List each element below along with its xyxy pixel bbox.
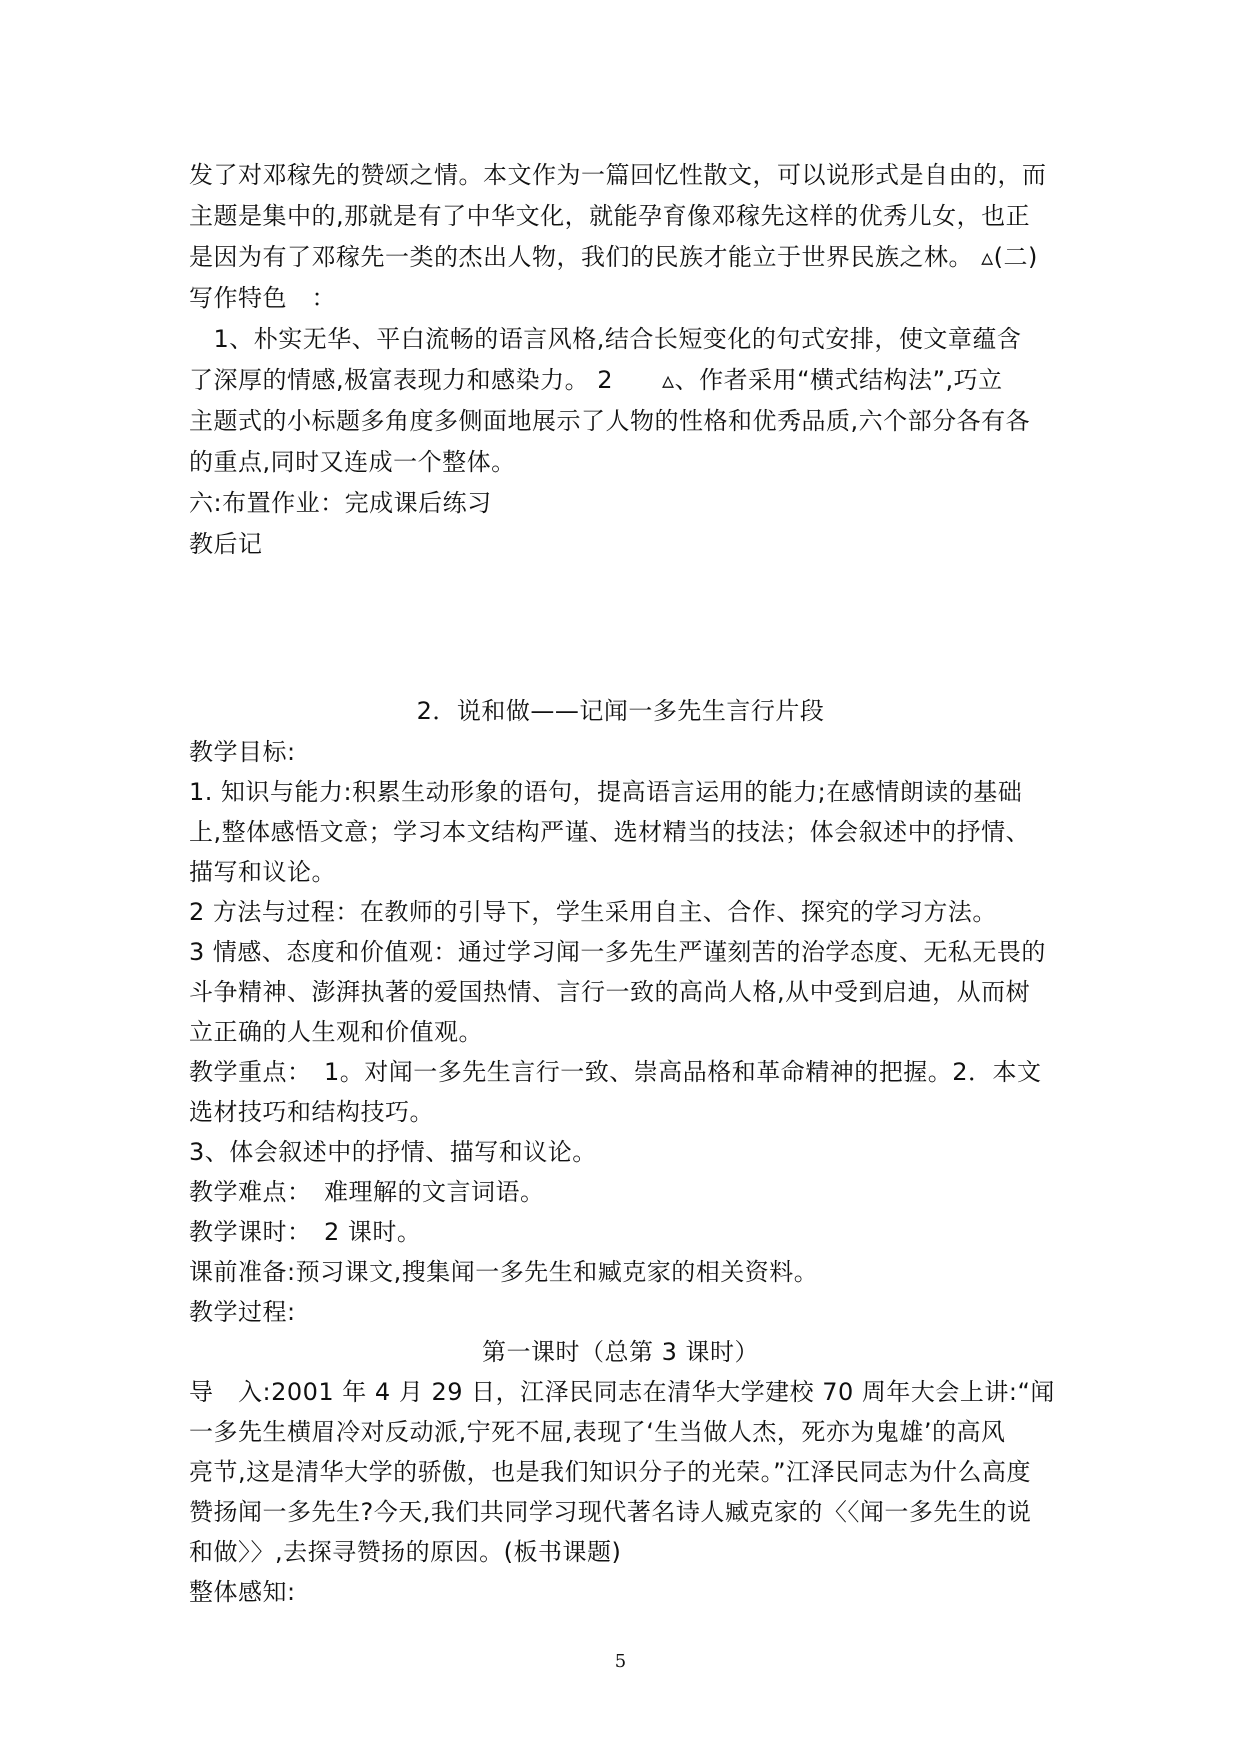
- text-line: 斗争精神、澎湃执著的爱国热情、言行一致的高尚人格,从中受到启迪，从而树: [189, 978, 1031, 1006]
- text-line: 亮节,这是清华大学的骄傲，也是我们知识分子的光荣。”江泽民同志为什么高度: [189, 1458, 1032, 1486]
- page-number: 5: [614, 1651, 627, 1672]
- text-line: 一多先生横眉冷对反动派,宁死不屈,表现了‘生当做人杰，死亦为鬼雄’的高风: [189, 1418, 1006, 1446]
- text-line: 教学课时： 2 课时。: [189, 1218, 422, 1246]
- text-line: 描写和议论。: [189, 858, 336, 886]
- text-line: 3 情感、态度和价值观：通过学习闻一多先生严谨刻苦的治学态度、无私无畏的: [189, 938, 1046, 966]
- text-line: 教学重点： 1。对闻一多先生言行一致、崇高品格和革命精神的把握。2．本文: [189, 1058, 1042, 1086]
- text-line: 赞扬闻一多先生?今天,我们共同学习现代著名诗人臧克家的〈〈闻一多先生的说: [189, 1498, 1032, 1526]
- text-line: 教学过程:: [189, 1298, 296, 1326]
- text-line: 主题是集中的,那就是有了中华文化，就能孕育像邓稼先这样的优秀儿女，也正: [189, 202, 1031, 230]
- text-line: 上,整体感悟文意；学习本文结构严谨、选材精当的技法；体会叙述中的抒情、: [189, 818, 1031, 846]
- text-line: 3、体会叙述中的抒情、描写和议论。: [189, 1138, 597, 1166]
- text-line: 立正确的人生观和价值观。: [189, 1018, 483, 1046]
- text-line: 教学目标:: [189, 738, 296, 766]
- text-line: 六:布置作业：完成课后练习: [189, 489, 492, 517]
- lesson-subtitle: 第一课时（总第 3 课时）: [481, 1338, 760, 1366]
- text-line: 了深厚的情感,极富表现力和感染力。 2 ▵、作者采用“横式结构法”,巧立: [189, 366, 1003, 394]
- text-line: 发了对邓稼先的赞颂之情。本文作为一篇回忆性散文，可以说形式是自由的，而: [189, 161, 1047, 189]
- text-line: 导 入:2001 年 4 月 29 日，江泽民同志在清华大学建校 70 周年大会上讲:“闻: [189, 1378, 1055, 1406]
- text-line: 1. 知识与能力:积累生动形象的语句，提高语言运用的能力;在感情朗读的基础: [189, 778, 1023, 806]
- text-line: 教后记: [189, 530, 263, 558]
- text-line: 1、朴实无华、平白流畅的语言风格,结合长短变化的句式安排，使文章蕴含: [189, 325, 1022, 353]
- text-line: 写作特色 ：: [189, 284, 336, 312]
- section-title: 2．说和做——记闻一多先生言行片段: [416, 697, 825, 725]
- text-line: 的重点,同时又连成一个整体。: [189, 448, 516, 476]
- text-line: 是因为有了邓稼先一类的杰出人物，我们的民族才能立于世界民族之林。 ▵(二): [189, 243, 1038, 271]
- text-line: 课前准备:预习课文,搜集闻一多先生和臧克家的相关资料。: [189, 1258, 819, 1286]
- text-line: 选材技巧和结构技巧。: [189, 1098, 434, 1126]
- text-line: 主题式的小标题多角度多侧面地展示了人物的性格和优秀品质,六个部分各有各: [189, 407, 1031, 435]
- text-line: 2 方法与过程：在教师的引导下，学生采用自主、合作、探究的学习方法。: [189, 898, 997, 926]
- text-line: 和做〉〉,去探寻赞扬的原因。(板书课题): [189, 1538, 622, 1566]
- text-line: 教学难点： 难理解的文言词语。: [189, 1178, 545, 1206]
- text-line: 整体感知:: [189, 1578, 296, 1606]
